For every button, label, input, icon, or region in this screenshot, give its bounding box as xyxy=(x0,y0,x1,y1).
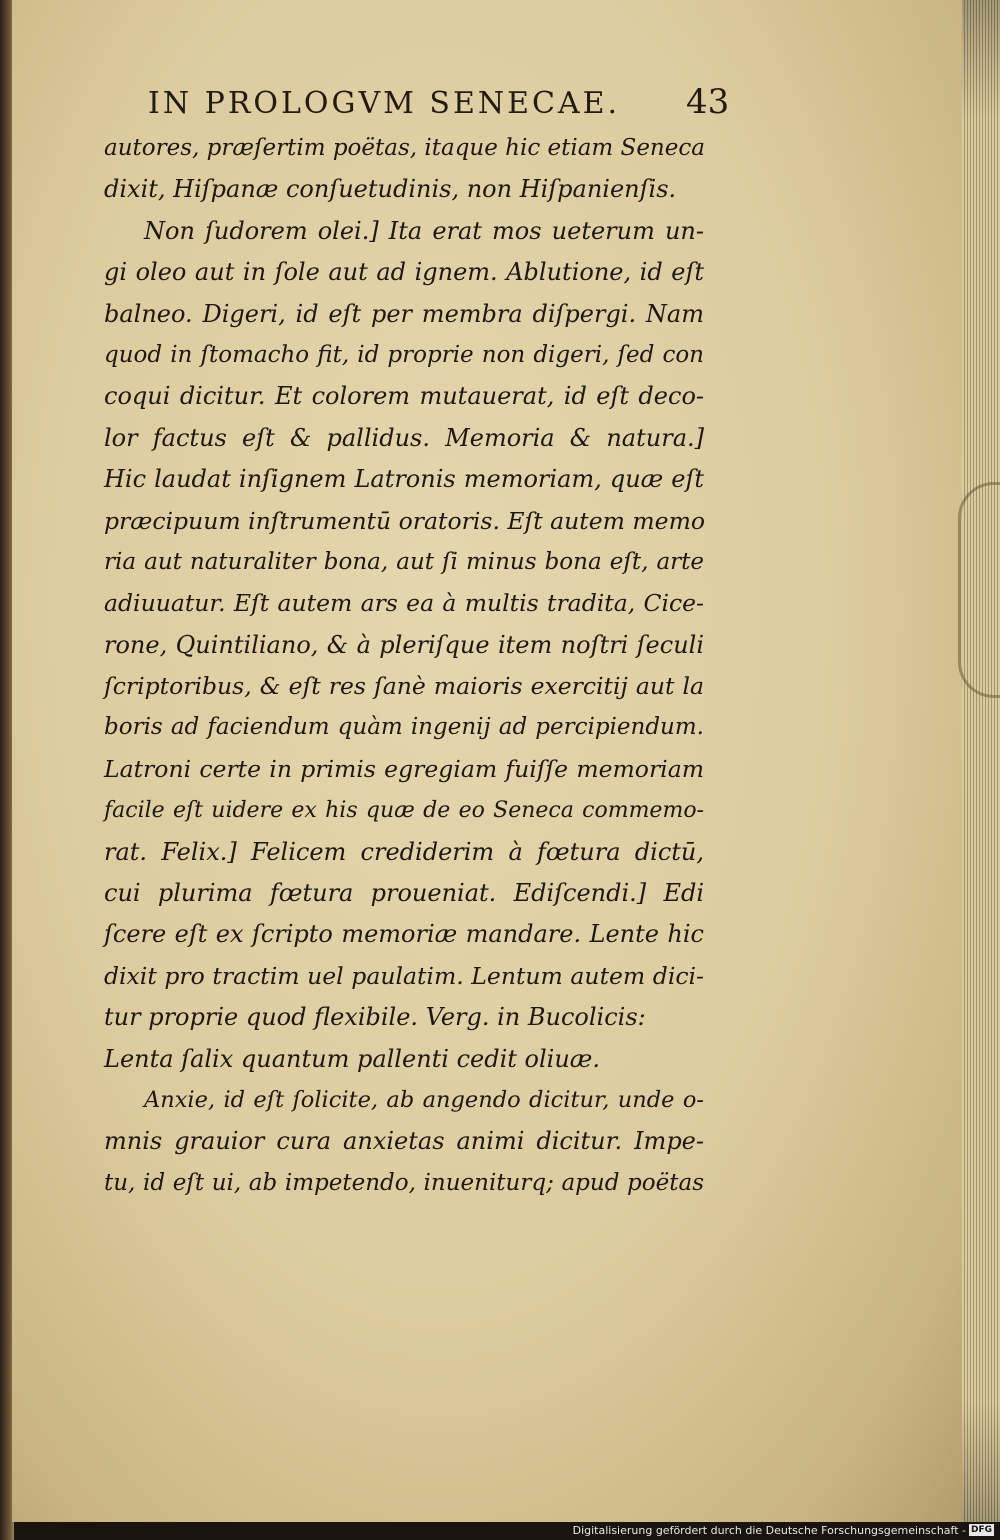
text-line: dixit, Hiſpanæ conſuetudinis, non Hiſpanienſis. xyxy=(104,175,677,204)
text-line: cui plurima fœtura proueniat. Ediſcendi.] Edi xyxy=(104,879,704,908)
text-line: lor factus eſt & pallidus. Memoria & natura.] xyxy=(104,423,704,452)
text-line: autores, præſertim poëtas, itaque hic etiam Seneca xyxy=(104,135,705,161)
page-fore-edge xyxy=(962,0,1000,1522)
text-line: rone, Quintiliano, & à pleriſque item noſtri ſeculi xyxy=(104,630,704,659)
footer-credit: Digitalisierung gefördert durch die Deutsche Forschungsgemeinschaft - xyxy=(572,1523,966,1537)
text-line: Lenta ſalix quantum pallenti cedit oliuæ. xyxy=(104,1044,600,1073)
digitization-footer xyxy=(573,1522,994,1538)
text-line: facile eſt uidere ex his quæ de eo Seneca commemo- xyxy=(104,798,704,824)
text-line: ſcriptoribus, & eſt res ſanè maioris exercitij aut la xyxy=(104,672,704,701)
text-line: boris ad faciendum quàm ingenij ad percipiendum. xyxy=(104,714,704,741)
text-line: Anxie, id eſt ſolicite, ab angendo dicitur, unde o- xyxy=(144,1086,704,1113)
text-line: Latroni certe in primis egregiam fuiſſe memoriam xyxy=(104,754,704,783)
text-line: rat. Felix.] Felicem crediderim à fœtura dictū, xyxy=(104,837,704,866)
text-line: quod in ſtomacho fit, id proprie non digeri, ſed con xyxy=(104,341,704,368)
text-line: coqui dicitur. Et colorem mutauerat, id eſt deco- xyxy=(104,382,704,411)
text-line: tur proprie quod flexibile. Verg. in Bucolicis: xyxy=(104,1003,646,1032)
text-line: præcipuum inſtrumentū oratoris. Eſt autem memo xyxy=(104,506,706,535)
text-line: balneo. Digeri, id eſt per membra diſpergi. Nam xyxy=(104,299,704,328)
text-line: gi oleo aut in ſole aut ad ignem. Ablutione, id eſt xyxy=(104,258,704,287)
text-line: Hic laudat inſignem Latronis memoriam, quæ eſt xyxy=(104,465,704,494)
text-line: ſcere eſt ex ſcripto memoriæ mandare. Lente hic xyxy=(104,920,704,949)
dfg-logo: DFG xyxy=(970,1525,992,1535)
running-head: IN PROLOGVM SENECAE. xyxy=(148,86,621,121)
text-line: ria aut naturaliter bona, aut ſi minus bona eſt, arte xyxy=(104,548,704,575)
body-text xyxy=(104,128,704,1204)
page-number: 43 xyxy=(686,82,730,122)
text-line: adiuuatur. Eſt autem ars ea à multis tradita, Cice- xyxy=(104,589,704,618)
page-clip-shadow xyxy=(958,482,1000,698)
text-line: tu, id eſt ui, ab impetendo, inueniturq; apud poëtas xyxy=(104,1169,704,1196)
text-line: dixit pro tractim uel paulatim. Lentum autem dici- xyxy=(104,961,704,990)
text-line: mnis grauior cura anxietas animi dicitur. Impe- xyxy=(104,1127,704,1156)
text-line: Non ſudorem olei.] Ita erat mos ueterum un- xyxy=(144,216,704,245)
